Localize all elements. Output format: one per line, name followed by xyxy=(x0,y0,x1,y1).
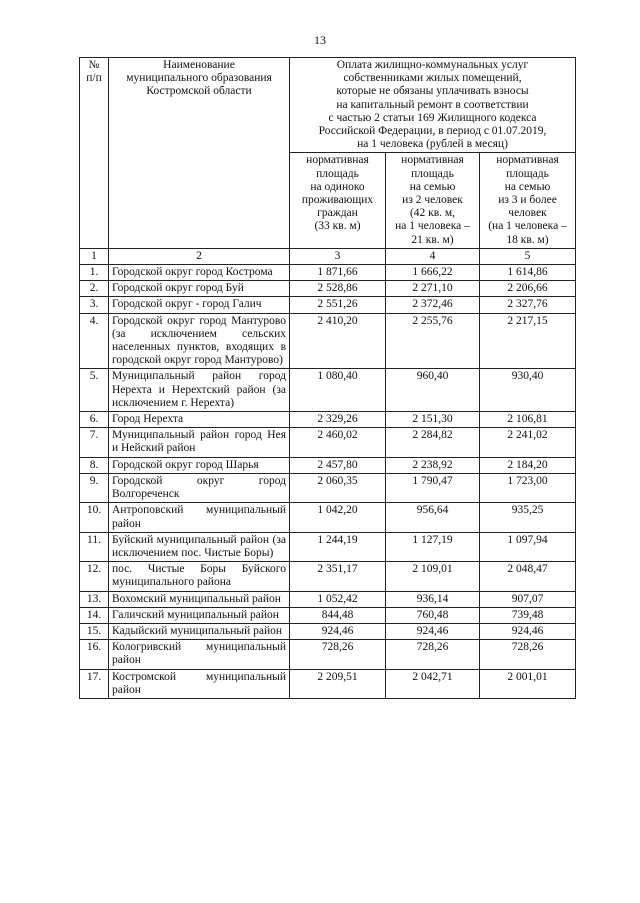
municipality-name: пос. Чистые Боры Буйского муниципального района xyxy=(109,562,290,591)
value-family-2: 924,46 xyxy=(386,623,480,639)
value-single: 1 080,40 xyxy=(290,369,386,412)
value-family-3: 2 001,01 xyxy=(480,669,576,698)
value-family-2: 2 109,01 xyxy=(386,562,480,591)
column-index: 3 xyxy=(290,248,386,264)
value-family-2: 760,48 xyxy=(386,607,480,623)
table-row xyxy=(80,640,576,669)
value-single: 2 329,26 xyxy=(290,412,386,428)
table-row xyxy=(80,591,576,607)
column-index: 4 xyxy=(386,248,480,264)
value-family-3: 2 241,02 xyxy=(480,428,576,457)
table-row xyxy=(80,281,576,297)
value-family-3: 2 184,20 xyxy=(480,457,576,473)
value-single: 844,48 xyxy=(290,607,386,623)
value-family-2: 1 666,22 xyxy=(386,265,480,281)
table-row xyxy=(80,428,576,457)
value-family-2: 2 238,92 xyxy=(386,457,480,473)
value-family-3: 2 106,81 xyxy=(480,412,576,428)
row-number: 13. xyxy=(80,591,109,607)
value-family-3: 2 048,47 xyxy=(480,562,576,591)
value-single: 924,46 xyxy=(290,623,386,639)
column-index-row xyxy=(80,248,576,264)
table-row xyxy=(80,607,576,623)
header-payment: Оплата жилищно-коммунальных услуг собственниками жилых помещений, которые не обязаны уплачивать взносы на капитальный ремонт в соответствии с частью 2 статьи 169 Жилищного кодекса Российской Федерации, в период с 01.07.2019, на 1 человека (рублей в месяц) xyxy=(290,58,576,153)
table-row xyxy=(80,297,576,313)
page-number: 13 xyxy=(314,33,326,47)
table-row xyxy=(80,369,576,412)
value-family-2: 2 151,30 xyxy=(386,412,480,428)
table-header xyxy=(80,58,576,265)
value-family-2: 956,64 xyxy=(386,503,480,532)
row-number: 7. xyxy=(80,428,109,457)
table-row xyxy=(80,412,576,428)
value-single: 2 351,17 xyxy=(290,562,386,591)
municipality-name: Город Нерехта xyxy=(109,412,290,428)
municipality-name: Кологривский муниципальный район xyxy=(109,640,290,669)
row-number: 15. xyxy=(80,623,109,639)
value-family-2: 728,26 xyxy=(386,640,480,669)
header-single: нормативная площадь на одиноко проживающих граждан (33 кв. м) xyxy=(290,153,386,248)
row-number: 9. xyxy=(80,473,109,502)
table-row xyxy=(80,313,576,369)
table-row xyxy=(80,532,576,561)
value-family-3: 728,26 xyxy=(480,640,576,669)
row-number: 10. xyxy=(80,503,109,532)
payment-table xyxy=(79,57,576,699)
table-row xyxy=(80,503,576,532)
value-single: 2 060,35 xyxy=(290,473,386,502)
municipality-name: Городской округ город Волгореченск xyxy=(109,473,290,502)
value-family-2: 960,40 xyxy=(386,369,480,412)
municipality-name: Буйский муниципальный район (за исключением пос. Чистые Боры) xyxy=(109,532,290,561)
column-index: 5 xyxy=(480,248,576,264)
row-number: 5. xyxy=(80,369,109,412)
column-index: 1 xyxy=(80,248,109,264)
value-single: 2 551,26 xyxy=(290,297,386,313)
table-row xyxy=(80,562,576,591)
value-single: 1 052,42 xyxy=(290,591,386,607)
municipality-name: Муниципальный район город Нея и Нейский район xyxy=(109,428,290,457)
value-family-3: 930,40 xyxy=(480,369,576,412)
value-family-2: 2 372,46 xyxy=(386,297,480,313)
value-family-3: 739,48 xyxy=(480,607,576,623)
value-family-3: 2 206,66 xyxy=(480,281,576,297)
value-single: 2 209,51 xyxy=(290,669,386,698)
row-number: 6. xyxy=(80,412,109,428)
value-family-2: 2 255,76 xyxy=(386,313,480,369)
municipality-name: Кадыйский муниципальный район xyxy=(109,623,290,639)
value-family-3: 2 327,76 xyxy=(480,297,576,313)
value-family-3: 1 614,86 xyxy=(480,265,576,281)
value-family-2: 936,14 xyxy=(386,591,480,607)
header-num: № п/п xyxy=(80,58,109,249)
municipality-name: Антроповский муниципальный район xyxy=(109,503,290,532)
row-number: 1. xyxy=(80,265,109,281)
value-family-3: 935,25 xyxy=(480,503,576,532)
row-number: 11. xyxy=(80,532,109,561)
table-row xyxy=(80,473,576,502)
row-number: 4. xyxy=(80,313,109,369)
municipality-name: Городской округ город Шарья xyxy=(109,457,290,473)
table-row xyxy=(80,457,576,473)
header-family-3: нормативная площадь на семью из 3 и более человек (на 1 человека – 18 кв. м) xyxy=(480,153,576,248)
value-single: 1 042,20 xyxy=(290,503,386,532)
value-family-2: 1 790,47 xyxy=(386,473,480,502)
value-family-3: 2 217,15 xyxy=(480,313,576,369)
municipality-name: Городской округ город Кострома xyxy=(109,265,290,281)
row-number: 17. xyxy=(80,669,109,698)
value-family-3: 1 097,94 xyxy=(480,532,576,561)
value-single: 2 410,20 xyxy=(290,313,386,369)
value-family-2: 1 127,19 xyxy=(386,532,480,561)
value-family-3: 907,07 xyxy=(480,591,576,607)
value-single: 2 460,02 xyxy=(290,428,386,457)
value-single: 1 871,66 xyxy=(290,265,386,281)
value-family-2: 2 042,71 xyxy=(386,669,480,698)
municipality-name: Вохомский муниципальный район xyxy=(109,591,290,607)
value-family-2: 2 271,10 xyxy=(386,281,480,297)
value-family-3: 1 723,00 xyxy=(480,473,576,502)
municipality-name: Городской округ город Буй xyxy=(109,281,290,297)
value-family-3: 924,46 xyxy=(480,623,576,639)
header-family-2: нормативная площадь на семью из 2 человек (42 кв. м, на 1 человека – 21 кв. м) xyxy=(386,153,480,248)
row-number: 14. xyxy=(80,607,109,623)
row-number: 2. xyxy=(80,281,109,297)
table-row xyxy=(80,623,576,639)
row-number: 16. xyxy=(80,640,109,669)
row-number: 12. xyxy=(80,562,109,591)
value-family-2: 2 284,82 xyxy=(386,428,480,457)
value-single: 728,26 xyxy=(290,640,386,669)
municipality-name: Костромской муниципальный район xyxy=(109,669,290,698)
municipality-name: Городской округ город Мантурово (за исключением сельских населенных пунктов, входящих в городской округ город Мантурово) xyxy=(109,313,290,369)
table-row xyxy=(80,265,576,281)
table-row xyxy=(80,669,576,698)
municipality-name: Городской округ - город Галич xyxy=(109,297,290,313)
municipality-name: Муниципальный район город Нерехта и Нерехтский район (за исключением г. Нерехта) xyxy=(109,369,290,412)
column-index: 2 xyxy=(109,248,290,264)
row-number: 8. xyxy=(80,457,109,473)
value-single: 2 457,80 xyxy=(290,457,386,473)
row-number: 3. xyxy=(80,297,109,313)
table-body xyxy=(80,265,576,699)
municipality-name: Галичский муниципальный район xyxy=(109,607,290,623)
header-name: Наименование муниципального образования Костромской области xyxy=(109,58,290,249)
value-single: 2 528,86 xyxy=(290,281,386,297)
value-single: 1 244,19 xyxy=(290,532,386,561)
